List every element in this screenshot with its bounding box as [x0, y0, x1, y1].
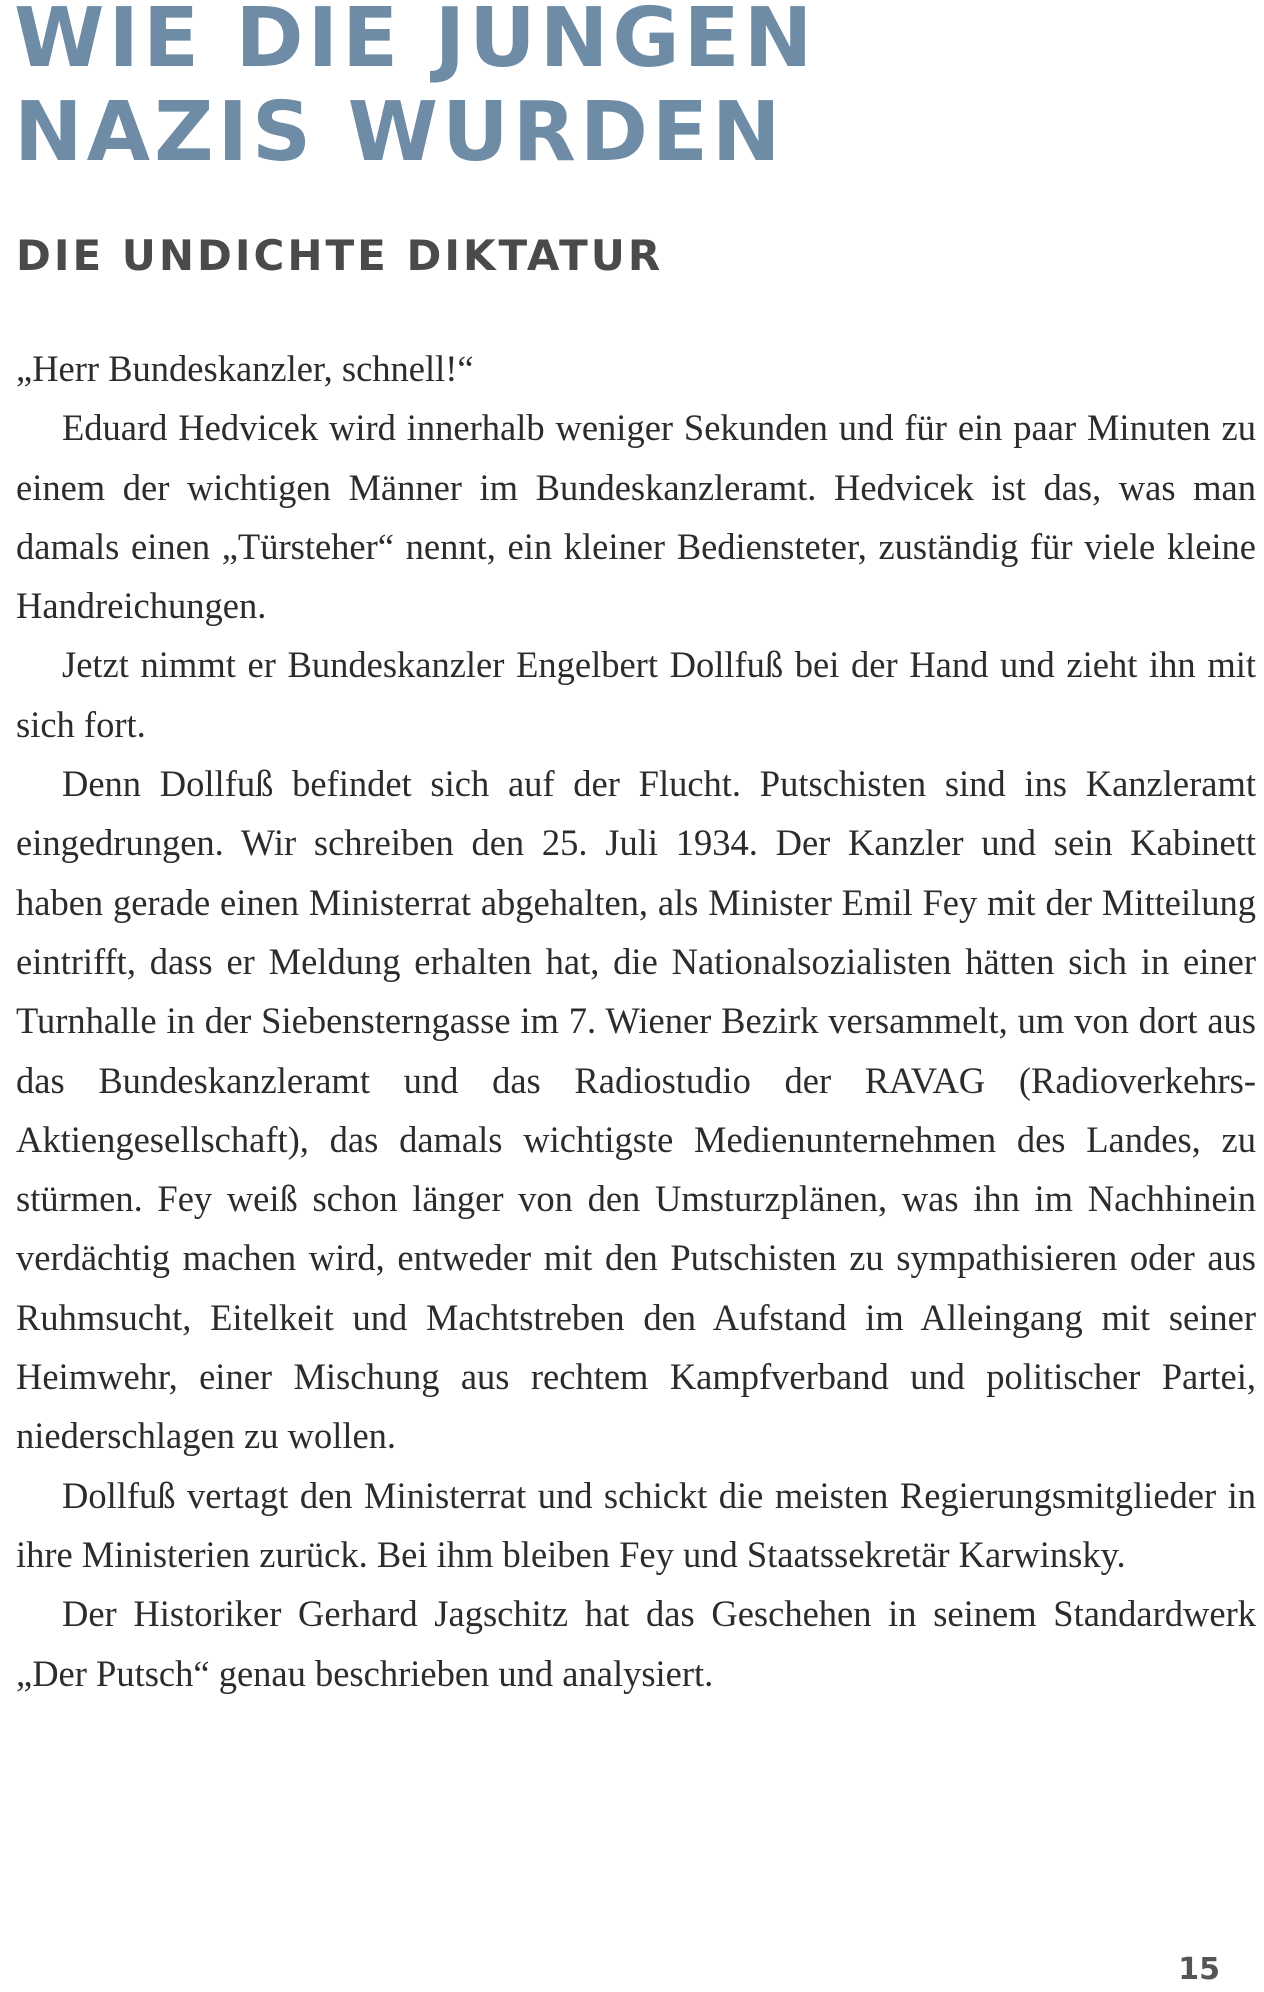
- paragraph-quote: „Herr Bundeskanzler, schnell!“: [16, 348, 474, 389]
- page-number: 15: [1178, 1952, 1220, 1987]
- chapter-title-line-2: NAZIS WURDEN: [14, 85, 785, 180]
- section-title: DIE UNDICHTE DIKTATUR: [16, 231, 664, 280]
- paragraph: Jetzt nimmt er Bundeskanzler Engelbert Dollfuß bei der Hand und zieht ihn mit sich fort.: [16, 644, 1256, 745]
- paragraph: Dollfuß vertagt den Ministerrat und schickt die meisten Regierungsmitglieder in ihre Ministerien zurück. Bei ihm bleiben Fey und Staatssekretär Karwinsky.: [16, 1474, 1256, 1575]
- paragraph: Denn Dollfuß befindet sich auf der Flucht. Putschisten sind ins Kanzleramt eingedrungen. Wir schreiben den 25. Juli 1934. Der Kanzler und sein Kabinett haben gerade einen Ministerrat abgehalten, als Minister Emil Fey mit der Mitteilung eintrifft, dass er Meldung erhalten hat, die Nationalsozialisten hätten sich in einer Turnhalle in der Siebensterngasse im 7. Wiener Bezirk versammelt, um von dort aus das Bundeskanzleramt und das Radiostudio der RAVAG (Radioverkehrs-Aktiengesellschaft), das damals wichtigste Medienunternehmen des Landes, zu stürmen. Fey weiß schon länger von den Umsturzplänen, was ihn im Nachhinein verdächtig machen wird, entweder mit den Putschisten zu sympathisieren oder aus Ruhmsucht, Eitelkeit und Machtstreben den Aufstand im Alleingang mit seiner Heimwehr, einer Mischung aus rechtem Kampfverband und politischer Partei, niederschlagen zu wollen.: [16, 763, 1256, 1457]
- paragraph: Eduard Hedvicek wird innerhalb weniger Sekunden und für ein paar Minuten zu einem der wichtigen Männer im Bundeskanzleramt. Hedvicek ist das, was man damals einen „Türsteher“ nennt, ein kleiner Bediensteter, zuständig für viele kleine Handreichungen.: [16, 407, 1256, 627]
- body-text: [16, 339, 1256, 1703]
- paragraph: Der Historiker Gerhard Jagschitz hat das Geschehen in seinem Standardwerk „Der Putsch“ genau beschrieben und analysiert.: [16, 1593, 1256, 1694]
- chapter-title: [14, 0, 1014, 180]
- chapter-title-line-1: WIE DIE JUNGEN: [14, 0, 817, 86]
